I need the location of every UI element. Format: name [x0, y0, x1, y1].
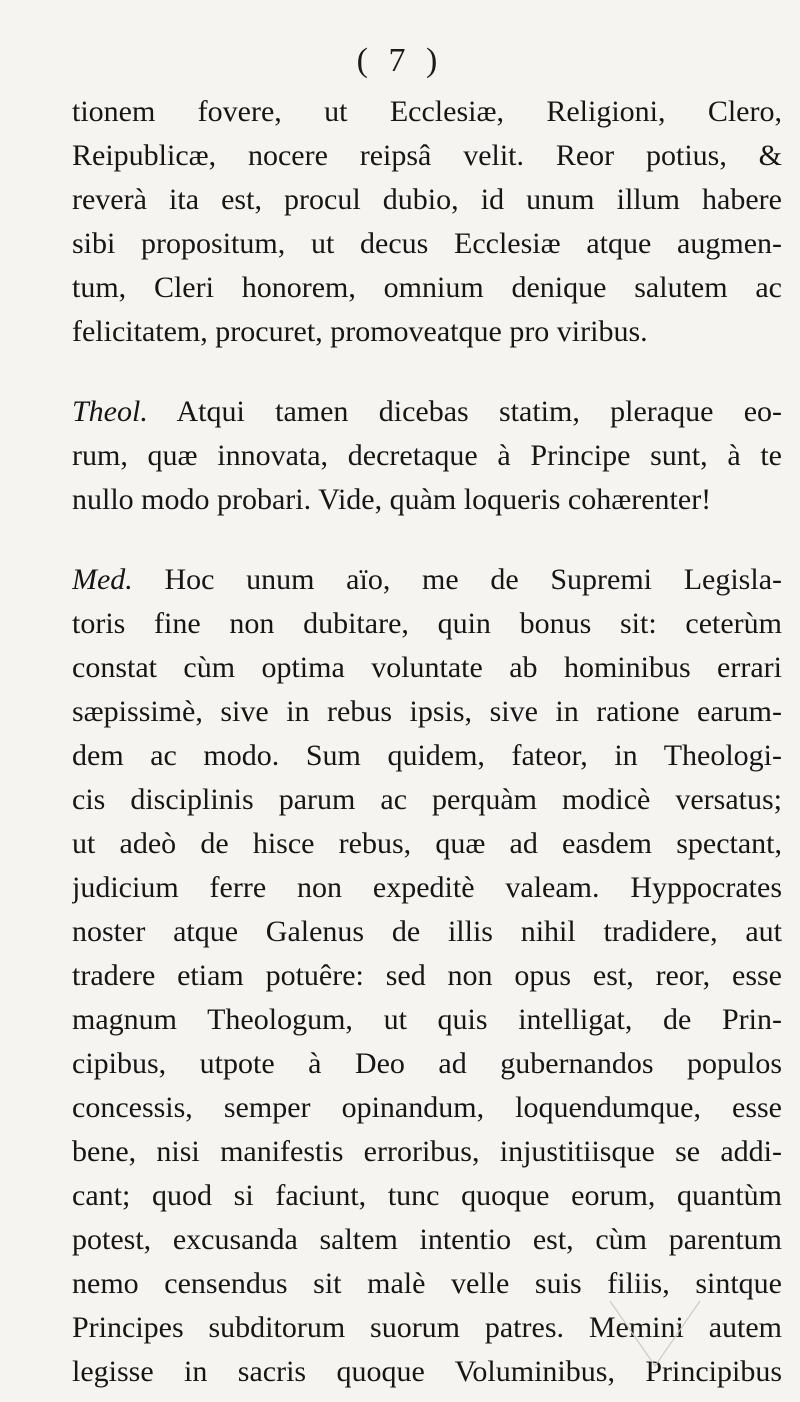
text-line: cis disciplinis parum ac perquàm modicè versatus;	[72, 783, 782, 816]
paragraph-2	[72, 390, 782, 522]
text-line: sæpissimè, sive in rebus ipsis, sive in ratione earum-	[72, 695, 782, 728]
text-line: Principes subditorum suorum patres. Memini autem	[72, 1311, 782, 1344]
text-line: reverà ita est, procul dubio, id unum illum habere	[72, 183, 782, 216]
text-line: dem ac modo. Sum quidem, fateor, in Theologi-	[72, 739, 782, 772]
text-line: cipibus, utpote à Deo ad gubernandos populos	[72, 1047, 782, 1080]
text-line: nullo modo probari. Vide, quàm loqueris cohærenter!	[72, 483, 712, 516]
text-line: noster atque Galenus de illis nihil tradidere, aut	[72, 915, 782, 948]
text-line: ut adeò de hisce rebus, quæ ad easdem spectant,	[72, 827, 782, 860]
speaker-label-theol: Theol.	[72, 395, 148, 428]
body-text	[72, 90, 782, 1394]
text-line: tum, Cleri honorem, omnium denique salutem ac	[72, 271, 782, 304]
paragraph-1	[72, 90, 782, 354]
text-line: tradere etiam potuêre: sed non opus est, reor, esse	[72, 959, 782, 992]
text-line: cant; quod si faciunt, tunc quoque eorum, quantùm	[72, 1179, 782, 1212]
text-line: judicium ferre non expeditè valeam. Hyppocrates	[72, 871, 782, 904]
text-line: concessis, semper opinandum, loquendumque, esse	[72, 1091, 782, 1124]
faint-paper-mark	[600, 1296, 720, 1396]
text-line: rum, quæ innovata, decretaque à Principe sunt, à te	[72, 439, 782, 472]
text-line: felicitatem, procuret, promoveatque pro viribus.	[72, 315, 648, 348]
text-line: Reipublicæ, nocere reipsâ velit. Reor potius, &	[72, 139, 782, 172]
text-line: nemo censendus sit malè velle suis filiis, sintque	[72, 1267, 782, 1300]
text-line: magnum Theologum, ut quis intelligat, de Prin-	[72, 1003, 782, 1036]
text-line: sibi propositum, ut decus Ecclesiæ atque augmen-	[72, 227, 782, 260]
text-line-with-speaker	[72, 390, 782, 434]
paragraph-3	[72, 558, 782, 1394]
text-line-content: Hoc unum aïo, me de Supremi Legisla-	[164, 563, 782, 596]
paragraph-spacer	[72, 354, 782, 390]
text-line: bene, nisi manifestis erroribus, injustitiisque se addi-	[72, 1135, 782, 1168]
text-line: tionem fovere, ut Ecclesiæ, Religioni, Clero,	[72, 95, 782, 128]
text-line: toris fine non dubitare, quin bonus sit: ceterùm	[72, 607, 782, 640]
text-line-with-speaker	[72, 558, 782, 602]
speaker-label-med: Med.	[72, 563, 133, 596]
text-line-content: Atqui tamen dicebas statim, pleraque eo-	[176, 395, 782, 428]
paragraph-spacer	[72, 522, 782, 558]
text-line: constat cùm optima voluntate ab hominibus errari	[72, 651, 782, 684]
text-line: legisse in sacris quoque Voluminibus, Principibus	[72, 1355, 782, 1388]
page-number: ( 7 )	[356, 42, 444, 79]
text-line: potest, excusanda saltem intentio est, cùm parentum	[72, 1223, 782, 1256]
